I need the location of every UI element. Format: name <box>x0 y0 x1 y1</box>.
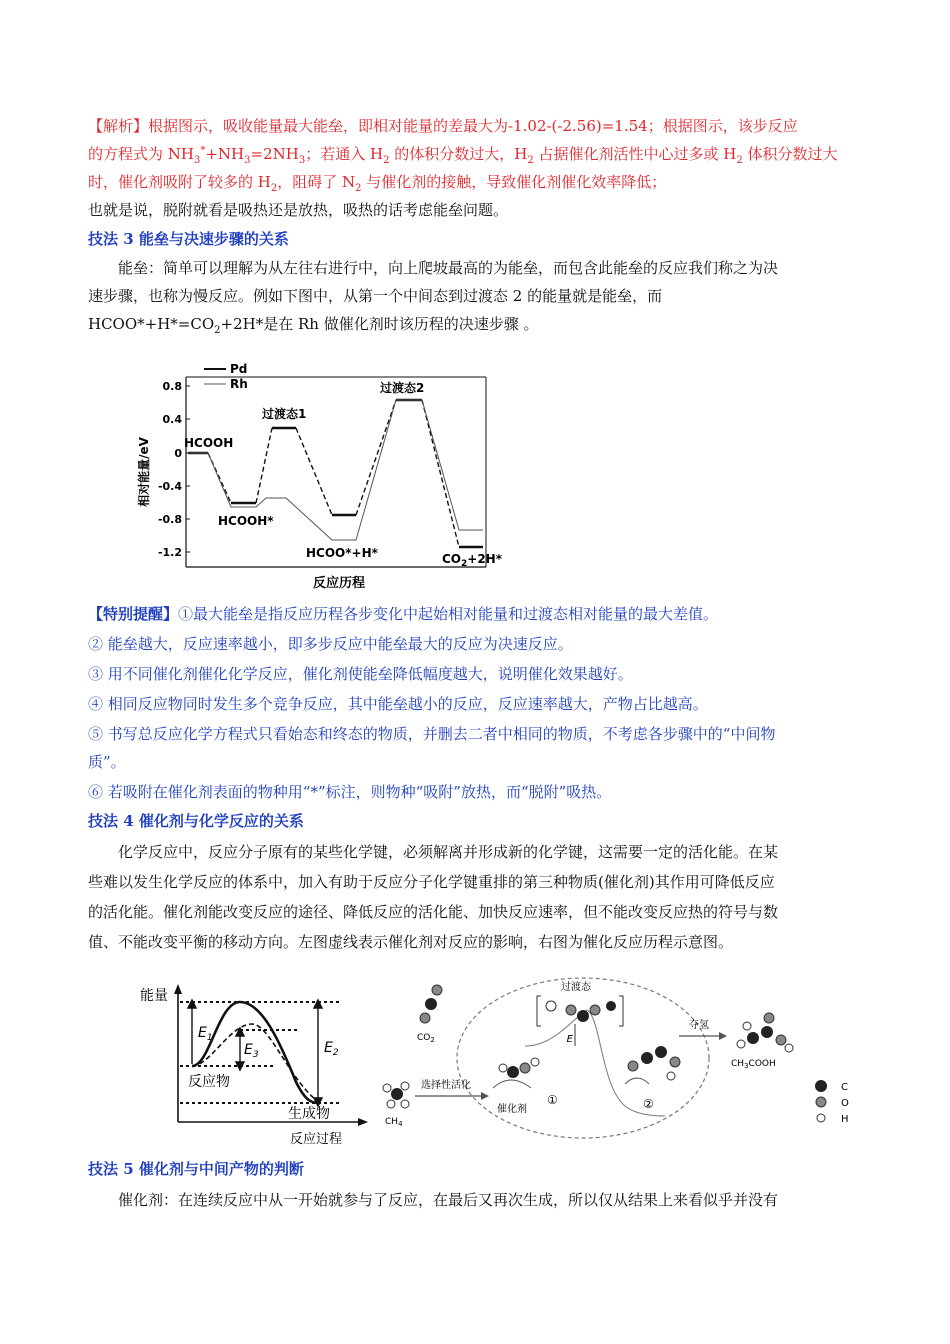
ch4-molecule <box>383 1082 409 1108</box>
tech3-title: 技法 3 能垒与决速步骤的关系 <box>88 230 289 248</box>
y-axis-label: 相对能量/eV <box>137 437 151 507</box>
legend-o: O <box>841 1098 849 1109</box>
legend-rh: Rh <box>230 377 248 391</box>
intermediate-2 <box>628 1046 680 1080</box>
step-1-label: ① <box>547 1093 558 1107</box>
tip-3: ③ 用不同催化剂催化化学反应，催化剂使能垒降低幅度越大，说明催化效果越好。 <box>88 665 633 683</box>
tip-4: ④ 相同反应物同时发生多个竞争反应，其中能垒越小的反应，反应速率越大，产物占比越高。 <box>88 695 708 713</box>
ytick-0-4: 0.4 <box>162 413 182 426</box>
legend-pd: Pd <box>230 362 248 376</box>
e2-label: $E_2$ <box>324 1040 339 1058</box>
tech3-para-1: 能垒：简单可以理解为从左往右进行中，向上爬坡最高的为能垒，而包含此能垒的反应我们称之为决 <box>118 259 779 277</box>
selective-activation-label: 选择性活化 <box>421 1080 471 1091</box>
label-hcooh-ads: HCOOH* <box>218 514 274 528</box>
step-2-label: ② <box>643 1097 654 1111</box>
label-ts2: 过渡态2 <box>380 381 425 395</box>
ch4-label: $CH_4$ <box>385 1117 403 1128</box>
catalytic-mechanism-figure <box>375 976 865 1136</box>
dehydro-label: 夺氢 <box>689 1020 709 1031</box>
catalyst-energy-figure <box>140 982 372 1147</box>
tech3-para-2: 速步骤，也称为慢反应。例如下图中，从第一个中间态到过渡态 2 的能量就是能垒，而 <box>88 287 663 305</box>
y-arrow <box>174 984 182 994</box>
x-axis-label: 反应过程 <box>290 1132 343 1147</box>
intermediate-1 <box>499 1058 539 1078</box>
catalyst-surface-1 <box>493 1080 531 1088</box>
ytick-neg-0-8: -0.8 <box>157 513 182 526</box>
page-content <box>88 112 868 338</box>
tip-5b: 质”。 <box>88 753 126 771</box>
analysis-line-2: 的方程式为 $NH_3^*+NH_3=2NH_3$；若通入 $H_2$ 的体积分数过大，$H_2$ 占据催化剂活性中心过多或 $H_2$ 体积分数过大 <box>88 145 838 166</box>
ytick-neg-1-2: -1.2 <box>157 546 182 559</box>
tech4-title: 技法 4 催化剂与化学反应的关系 <box>88 812 304 830</box>
transition-state-molecule <box>546 1001 616 1022</box>
tech4-para-2: 些难以发生化学反应的体系中，加入有助于反应分子化学键重排的第三种物质(催化剂)其作用可降低反应 <box>88 873 775 891</box>
tech4-para-1: 化学反应中，反应分子原有的某些化学键，必须解离并形成新的化学键，这需要一定的活化能。在某 <box>118 843 779 861</box>
energy-e-label: E <box>566 1034 573 1045</box>
tip-1: 【特别提醒】①最大能垒是指反应历程各步变化中起始相对能量和过渡态相对能量的最大差值。 <box>88 605 719 623</box>
ytick-neg-0-4: -0.4 <box>157 480 182 493</box>
atom-legend <box>815 1080 849 1125</box>
reactant-label: 反应物 <box>188 1074 230 1090</box>
tip-6: ⑥ 若吸附在催化剂表面的物种用“*”标注，则物种“吸附”放热，而“脱附”吸热。 <box>88 783 612 801</box>
label-hcooh: HCOOH <box>184 436 234 450</box>
analysis-line-3: 时，催化剂吸附了较多的 $H_2$，阻碍了 $N_2$ 与催化剂的接触，导致催化剂催化效率降低； <box>88 173 667 194</box>
analysis-line-1: 【解析】根据图示，吸收能量最大能垒，即相对能量的差最大为-1.02-(-2.56)=1.54；根据图示，该步反应 <box>88 117 798 135</box>
tech5-section <box>88 1154 868 1214</box>
label-ts1: 过渡态1 <box>262 407 307 421</box>
catalyst-label: 催化剂 <box>497 1104 527 1115</box>
transition-state-label: 过渡态 <box>561 982 591 993</box>
e3-label: $E_3$ <box>244 1042 259 1060</box>
tech5-para-1: 催化剂：在连续反应中从一开始就参与了反应，在最后又再次生成，所以仅从结果上来看似乎并没有 <box>118 1191 779 1209</box>
x-arrow <box>358 1118 368 1126</box>
tech3-para-3: $HCOO*+H*=CO_2+2H*$是在 Rh 做催化剂时该历程的决速步骤 。 <box>88 315 539 336</box>
legend-c: C <box>841 1082 848 1093</box>
co2-label: $CO_2$ <box>417 1033 435 1044</box>
tech4-para-3: 的活化能。催化剂能改变反应的途径、降低反应的活化能、加快反应速率，但不能改变反应热的符号与数 <box>88 903 779 921</box>
reaction-zone <box>457 978 709 1138</box>
ytick-0-8: 0.8 <box>162 380 182 393</box>
tip-2: ② 能垒越大，反应速率越小，即多步反应中能垒最大的反应为决速反应。 <box>88 635 573 653</box>
tip-5a: ⑤ 书写总反应化学方程式只看始态和终态的物质，并删去二者中相同的物质，不考虑各步骤中的“中间物 <box>88 725 776 743</box>
analysis-tag: 【解析】 <box>88 117 149 135</box>
analysis-line-4: 也就是说，脱附就看是吸热还是放热，吸热的话考虑能垒问题。 <box>88 201 509 219</box>
legend-h: H <box>841 1114 849 1125</box>
x-axis-label: 反应历程 <box>312 576 366 591</box>
product-label: $CH_3COOH$ <box>731 1059 776 1070</box>
tech4-para-4: 值、不能改变平衡的移动方向。左图虚线表示催化剂对反应的影响，右图为催化反应历程示意图。 <box>88 933 734 951</box>
label-co2-2h: $CO_2+2H*$ <box>442 552 503 569</box>
acetic-acid-molecule <box>737 1013 793 1052</box>
e1-label: $E_1$ <box>198 1025 213 1043</box>
tech5-title: 技法 5 催化剂与中间产物的判断 <box>88 1160 304 1178</box>
tips-and-tech4 <box>88 600 868 956</box>
ytick-0: 0 <box>174 447 182 460</box>
y-axis-label: 能量 <box>140 988 168 1004</box>
energy-profile-figure <box>126 357 503 595</box>
product-label: 生成物 <box>288 1106 330 1122</box>
co2-molecule <box>420 985 442 1023</box>
tips-tag: 【特别提醒】 <box>88 605 179 623</box>
label-hcoo-h: HCOO*+H* <box>306 546 378 560</box>
